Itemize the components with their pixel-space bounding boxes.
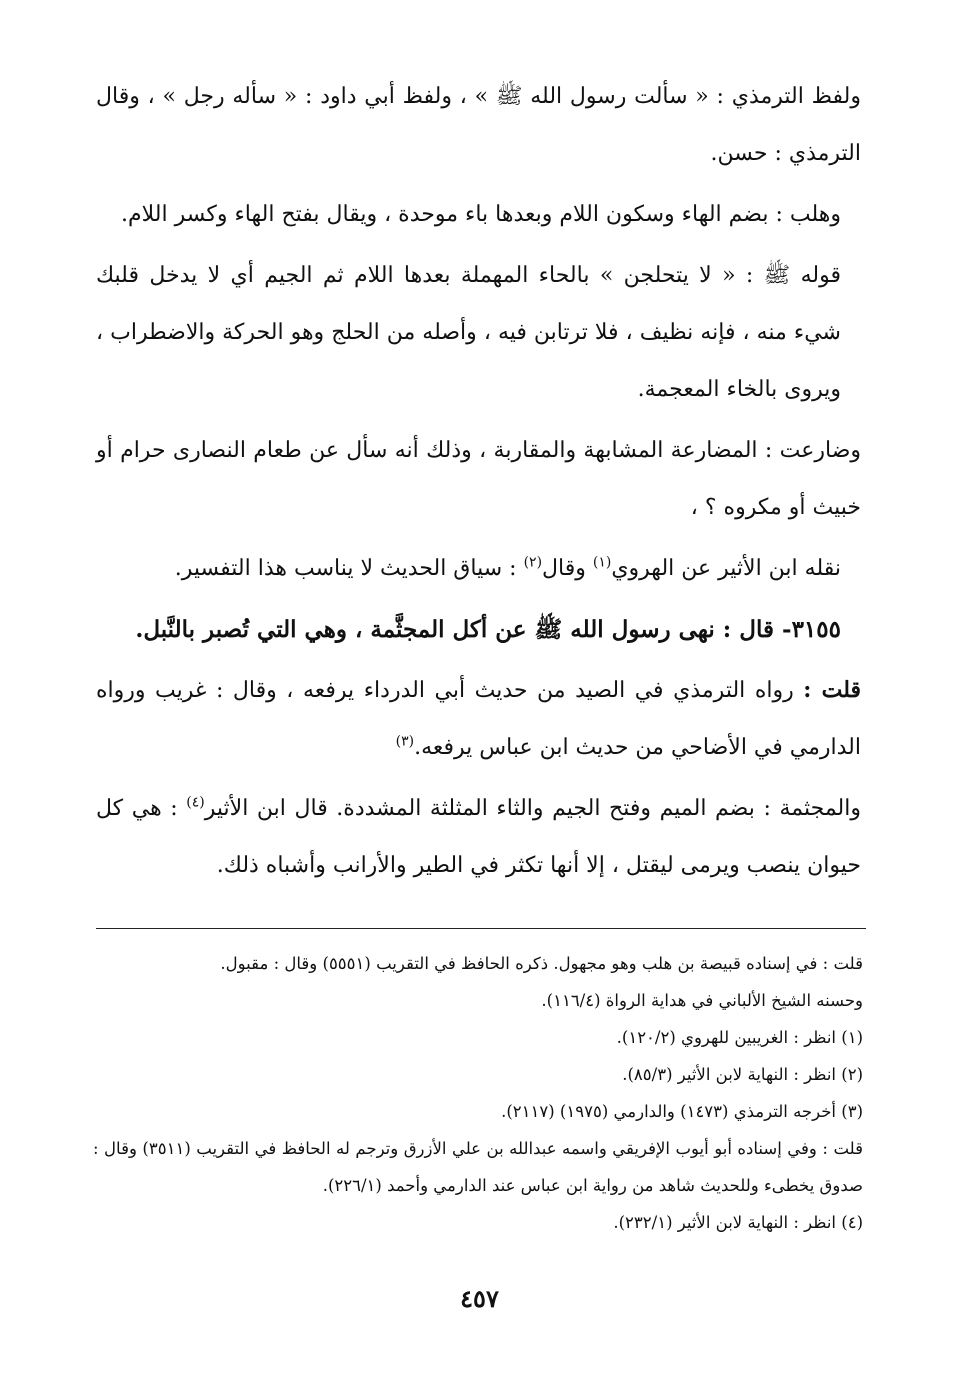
paragraph-yatahallajanna: قوله ﷺ : « لا يتحلجن » بالحاء المهملة بعدها اللام ثم الجيم أي لا يدخل قلبك شيء منه ، فإنه نظيف ، فلا ترتابن فيه ، وأصله من الحلج وهو الحركة والاضطراب ، ويروى بالخاء المعجمة.: [96, 263, 841, 402]
footnote-ref-2: (٢): [523, 554, 543, 571]
page-number: ٤٥٧: [460, 1284, 499, 1313]
footnote-3-note: قلت : وفي إسناده أبو أيوب الإفريقي واسمه عبدالله بن علي الأزرق وترجم له الحافظ في التقريب (٣٥١١) وقال : صدوق يخطىء وللحديث شاهد من رواية ابن عباس عند الدارمي وأحمد (٢٢٦/١).: [93, 1139, 863, 1195]
paragraph-mujaththama-definition: والمجثمة : بضم الميم وفتح الجيم والثاء المثلثة المشددة. قال ابن الأثير$^{(٤)}$ : هي كل حيوان ينصب ويرمى ليقتل ، إلا أنها تكثر في الطير والأرانب وأشباه ذلك.: [96, 794, 862, 878]
paragraph-tirmidhi-wording: ولفظ الترمذي : « سألت رسول الله ﷺ » ، ولفظ أبي داود : « سأله رجل » ، وقال الترمذي : حسن.: [96, 84, 861, 166]
paragraph-ibn-athir-quote: نقله ابن الأثير عن الهروي$^{(١)}$ وقال$^{(٢)}$ : سياق الحديث لا يناسب هذا التفسير.: [174, 554, 841, 581]
footnote-4: (٤) انظر : النهاية لابن الأثير (٢٣٢/١).: [613, 1213, 863, 1232]
footnote-2: (٢) انظر : النهاية لابن الأثير (٨٥/٣).: [622, 1065, 863, 1084]
footnote-albani: وحسنه الشيخ الألباني في هداية الرواة (١١٦/٤).: [541, 991, 863, 1010]
paragraph-daraat-definition: وضارعت : المضارعة المشابهة والمقاربة ، وذلك أنه سأل عن طعام النصارى حرام أو خبيث أو مكروه ؟ ،: [96, 438, 861, 520]
footnote-3: (٣) أخرجه الترمذي (١٤٧٣) والدارمي (١٩٧٥) (٢١١٧).: [501, 1102, 863, 1121]
paragraph-hulb-definition: وهلب : بضم الهاء وسكون اللام وبعدها باء موحدة ، ويقال بفتح الهاء وكسر اللام.: [121, 202, 841, 227]
footnote-divider: [96, 928, 866, 929]
hadith-heading-3155: ٣١٥٥- قال : نهى رسول الله ﷺ عن أكل المجثَّمة ، وهي التي تُصبر بالنَّبل.: [135, 616, 841, 643]
paragraph-qultu-takhrij: قلت : رواه الترمذي في الصيد من حديث أبي الدرداء يرفعه ، وقال : غريب ورواه الدارمي في الأضاحي من حديث ابن عباس يرفعه.$^{(٣)}$: [96, 677, 862, 760]
qultu-label: قلت :: [803, 677, 862, 703]
footnote-ref-1: (١): [592, 554, 612, 571]
main-text: [96, 68, 861, 898]
footnote-1: (١) انظر : الغريبين للهروي (١٢٠/٢).: [616, 1028, 863, 1047]
footnote-ref-4: (٤): [186, 794, 205, 811]
footnote-qultu-qabisa: قلت : في إسناده قبيصة بن هلب وهو مجهول. ذكره الحافظ في التقريب (٥٥٥١) وقال : مقبول.: [220, 954, 863, 973]
footnotes: [93, 945, 863, 1241]
footnote-ref-3: (٣): [395, 733, 415, 750]
